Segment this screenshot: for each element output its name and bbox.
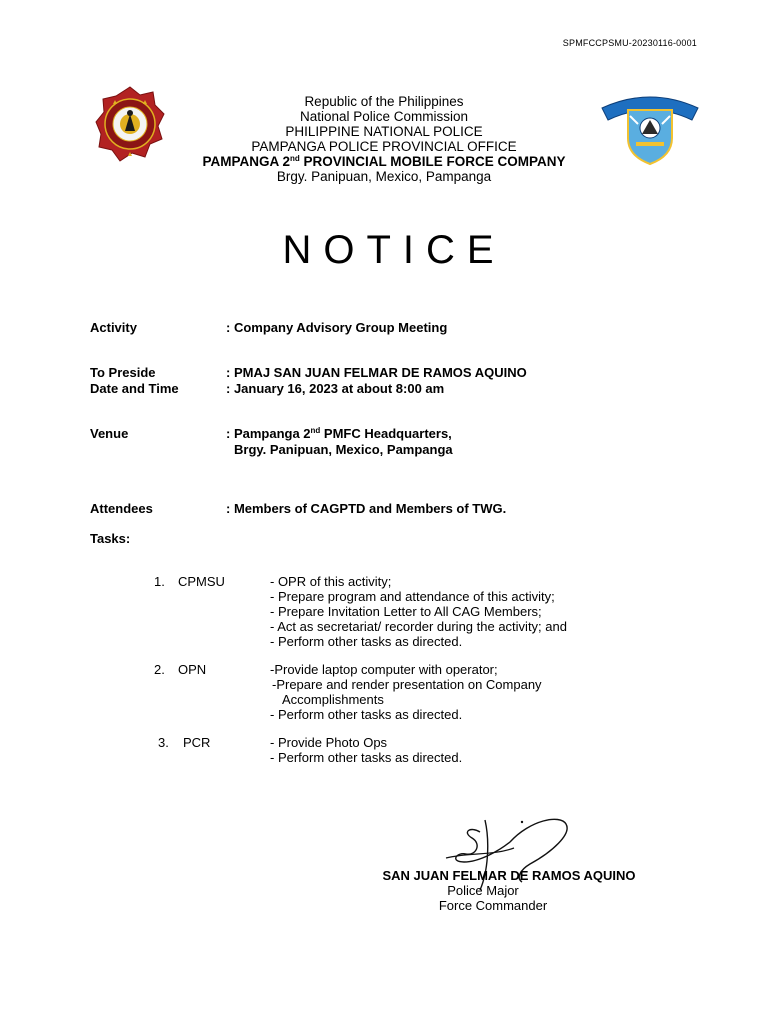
task-item: -Prepare and render presentation on Company (272, 677, 542, 692)
header-line-napolcom: National Police Commission (299, 109, 469, 124)
task-item: - Prepare program and attendance of this activity; (270, 589, 555, 604)
reference-number: SPMFCCPSMU-20230116-0001 (562, 38, 697, 48)
venue-line2: Brgy. Panipuan, Mexico, Pampanga (234, 442, 453, 457)
venue-superscript: nd (310, 426, 321, 435)
task-1-number: 1. (154, 574, 165, 589)
venue-prefix: : Pampanga 2 (226, 426, 311, 441)
task-item: -Provide laptop computer with operator; (270, 662, 498, 677)
document-title: NOTICE (282, 228, 506, 272)
header-line-address: Brgy. Panipuan, Mexico, Pampanga (276, 169, 492, 184)
datetime-value: : January 16, 2023 at about 8:00 am (226, 381, 445, 396)
unit-suffix: PROVINCIAL MOBILE FORCE COMPANY (299, 154, 566, 169)
task-item: Accomplishments (282, 692, 384, 707)
preside-value: : PMAJ SAN JUAN FELMAR DE RAMOS AQUINO (226, 365, 527, 380)
task-3-items (270, 735, 462, 765)
header-line-pnp: PHILIPPINE NATIONAL POLICE (285, 124, 483, 139)
task-item: - Prepare Invitation Letter to All CAG Members; (270, 604, 542, 619)
letterhead (0, 94, 768, 184)
task-2-unit: OPN (178, 662, 207, 677)
task-item: - Perform other tasks as directed. (270, 634, 463, 649)
activity-label: Activity (90, 320, 137, 335)
preside-label: To Preside (90, 365, 156, 380)
task-3-unit: PCR (183, 735, 211, 750)
signatory-rank: Police Major (447, 883, 519, 898)
tasks-label: Tasks: (90, 531, 131, 546)
task-1-unit: CPMSU (178, 574, 225, 589)
task-item: - Perform other tasks as directed. (270, 707, 463, 722)
datetime-label: Date and Time (90, 381, 179, 396)
attendees-value: : Members of CAGPTD and Members of TWG. (226, 501, 507, 516)
unit-prefix: PAMPANGA 2 (202, 154, 290, 169)
signatory-name: SAN JUAN FELMAR DE RAMOS AQUINO (382, 868, 636, 883)
activity-value: : Company Advisory Group Meeting (226, 320, 448, 335)
task-1-items (270, 574, 567, 649)
signatory-position: Force Commander (438, 898, 548, 913)
task-item: - Provide Photo Ops (270, 735, 388, 750)
header-line-ppo: PAMPANGA POLICE PROVINCIAL OFFICE (251, 139, 517, 154)
header-line-republic: Republic of the Philippines (304, 94, 464, 109)
venue-value (226, 426, 452, 441)
task-item: - Perform other tasks as directed. (270, 750, 463, 765)
venue-label: Venue (90, 426, 129, 441)
signatory-block (344, 868, 674, 913)
task-2-number: 2. (154, 662, 165, 677)
task-2-items (270, 662, 542, 722)
task-3-number: 3. (158, 735, 169, 750)
task-item: - Act as secretariat/ recorder during the activity; and (270, 619, 567, 634)
unit-superscript: nd (289, 154, 300, 163)
venue-suffix: PMFC Headquarters, (320, 426, 452, 441)
task-item: - OPR of this activity; (270, 574, 392, 589)
attendees-label: Attendees (90, 501, 153, 516)
header-line-unit (0, 154, 768, 169)
